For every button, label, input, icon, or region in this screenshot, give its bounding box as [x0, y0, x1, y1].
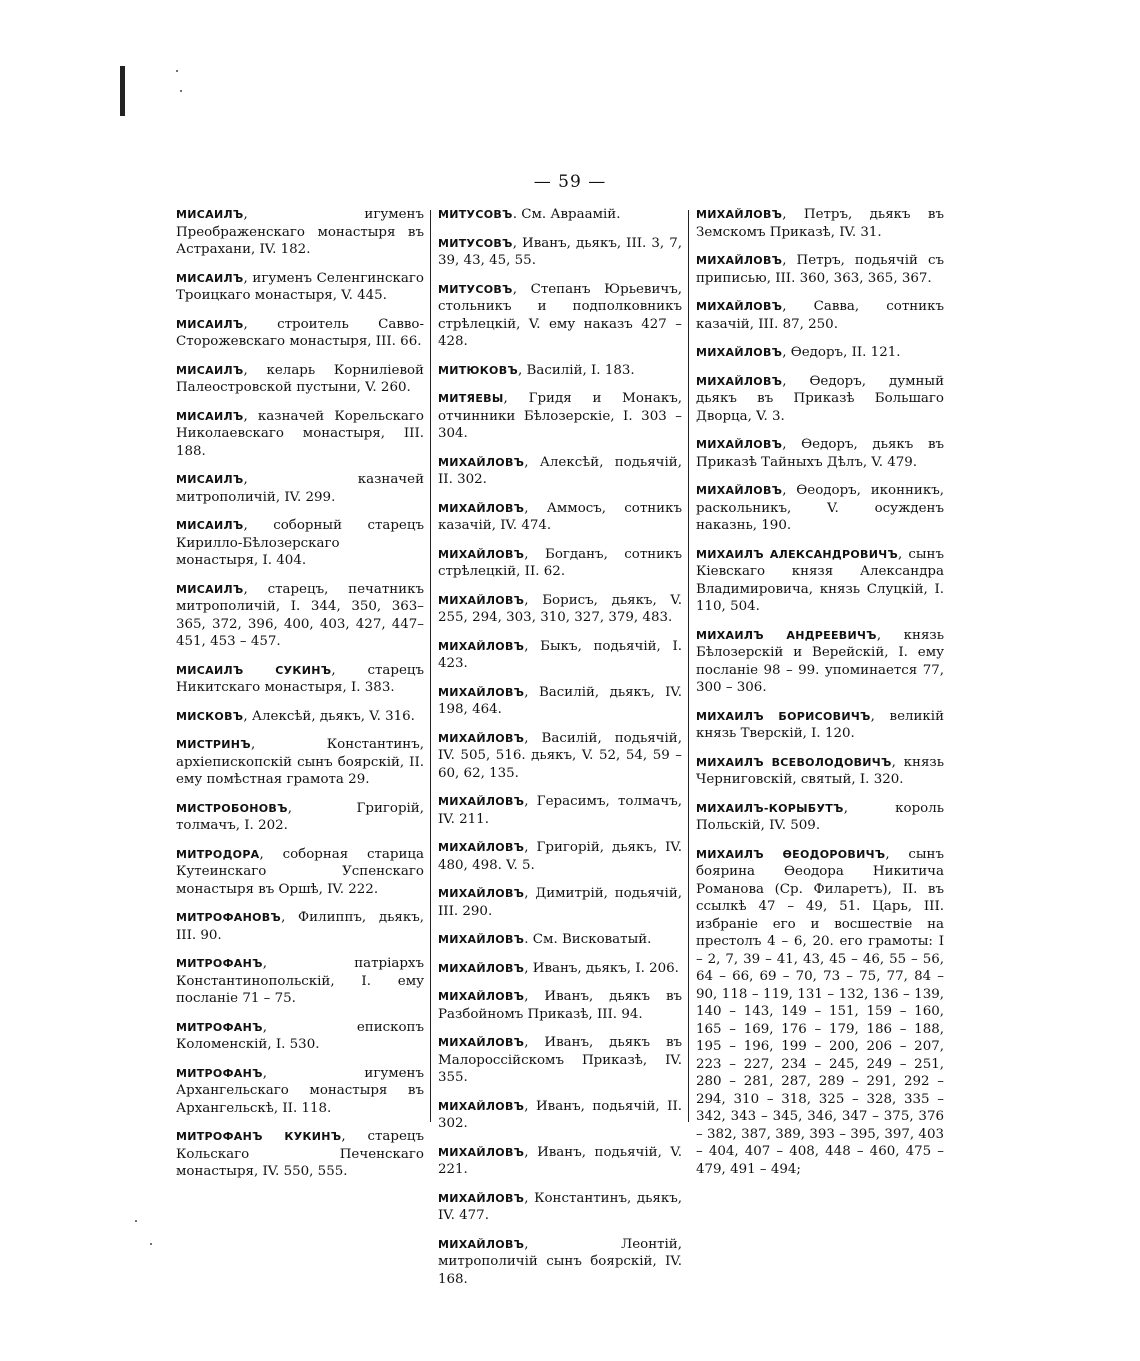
entry-text: , епископъ Коломенскiй, I. 530. — [176, 1019, 424, 1052]
entry-headword: МИСАИЛЪ — [176, 409, 244, 423]
entry-text: , сынъ Кiевскаго князя Александра Владимировича, князь Слуцкiй, I. 110, 504. — [696, 546, 944, 614]
entry-text: , старецъ, печатникъ митрополичiй, I. 344, 350, 363–365, 372, 396, 400, 403, 427, 447–451, 453 – 457. — [176, 581, 424, 649]
index-entry — [176, 846, 424, 899]
index-entry — [438, 592, 682, 627]
index-column-2 — [438, 206, 682, 1299]
index-entry — [696, 436, 944, 471]
entry-headword: МИХАИЛЪ ВСЕВОЛОДОВИЧЪ — [696, 755, 892, 769]
entry-text: , старецъ Никитскаго монастыря, I. 383. — [176, 662, 424, 695]
entry-headword: МИХАЙЛОВЪ — [696, 484, 783, 497]
index-entry — [176, 517, 424, 570]
entry-headword: МИХАЙЛОВЪ — [696, 374, 783, 388]
index-entry — [438, 1236, 682, 1289]
index-entry — [696, 298, 944, 333]
entry-headword: МИТРОФАНЪ — [176, 957, 263, 970]
entry-headword: МИТУСОВЪ — [438, 236, 513, 250]
index-entry — [696, 344, 944, 362]
entry-text: , игуменъ Селенгинскаго Троицкаго монастыря, V. 445. — [176, 270, 424, 303]
entry-headword: МИТУСОВЪ — [438, 282, 513, 296]
scan-speck — [176, 70, 178, 72]
index-entry — [438, 500, 682, 535]
entry-headword: МИХАЙЛОВЪ — [438, 639, 525, 653]
entry-text: , Иванъ, дьякъ въ Разбойномъ Приказѣ, III. 94. — [438, 989, 682, 1022]
entry-text: , Григорiй, дьякъ, IV. 480, 498. V. 5. — [438, 840, 682, 873]
entry-text: , великiй князь Тверскiй, I. 120. — [696, 708, 944, 741]
entry-headword: МИХАЙЛОВЪ — [696, 208, 783, 221]
entry-headword: МИСАИЛЪ — [176, 363, 244, 377]
entry-headword: МИХАЙЛОВЪ — [438, 961, 525, 975]
entry-headword: МИХАЙЛОВЪ — [438, 1191, 525, 1205]
index-entry — [438, 1034, 682, 1087]
entry-text: , Ѳедоръ, дьякъ въ Приказѣ Тайныхъ Дѣлъ, V. 479. — [696, 437, 944, 470]
index-entry — [696, 206, 944, 241]
index-column-1 — [176, 206, 424, 1192]
index-entry — [176, 316, 424, 351]
entry-text: , Богданъ, сотникъ стрѣлецкiй, II. 62. — [438, 546, 682, 579]
index-entry — [438, 546, 682, 581]
entry-text: , король Польскiй, IV. 509. — [696, 800, 944, 833]
entry-headword: МИХАЙЛОВЪ — [438, 593, 525, 607]
scan-speck — [135, 1220, 137, 1222]
entry-text: , Ѳедоръ, думный дьякъ въ Приказѣ Большаго Дворца, V. 3. — [696, 373, 944, 424]
entry-text: . См. Авраамiй. — [512, 207, 621, 222]
index-entry — [176, 662, 424, 697]
index-entry — [696, 373, 944, 426]
column-divider — [430, 210, 431, 1122]
entry-text: . См. Висковатый. — [524, 932, 652, 947]
entry-headword: МИТРОФАНЪ КУКИНЪ — [176, 1130, 342, 1143]
entry-headword: МИХАЙЛОВЪ — [438, 933, 525, 946]
index-entry — [176, 362, 424, 397]
entry-headword: МИХАИЛЪ ѲЕОДОРОВИЧЪ — [696, 847, 886, 861]
entry-text: , Константинъ, дьякъ, IV. 477. — [438, 1190, 682, 1223]
entry-headword: МИСАИЛЪ — [176, 519, 244, 532]
index-entry — [438, 684, 682, 719]
index-column-3 — [696, 206, 944, 1189]
index-entry — [438, 362, 682, 380]
entry-text: , Герасимъ, толмачъ, IV. 211. — [438, 794, 682, 827]
index-entry — [438, 885, 682, 920]
index-entry — [176, 1065, 424, 1118]
entry-text: , старецъ Кольскаго Печенскаго монастыря, IV. 550, 555. — [176, 1129, 424, 1179]
index-entry — [696, 754, 944, 789]
entry-headword: МИХАЙЛОВЪ — [438, 1237, 525, 1251]
entry-text: , Борисъ, дьякъ, V. 255, 294, 303, 310, 327, 379, 483. — [438, 592, 682, 625]
entry-text: , сынъ боярина Ѳеодора Никитича Романова (Ср. Филаретъ), II. въ ссылкѣ 47 – 49, 51. Царь, III. избранiе его и восшествiе на престолъ 4 – 6, 20. его грамоты: I – 2, 7, 39 – 41, 43, 45 – 46, 55 – 56, 64 – 66, 69 – 70, 73 – 75, 77, 84 – 90, 118 – 119, 131 – 132, 136 – 139, 140 – 143, 149 – 151, 159 – 160, 165 – 169, 176 – 179, 186 – 188, 195 – 196, 199 – 200, 206 – 207, 223 – 227, 234 – 245, 249 – 251, 280 – 281, 287, 289 – 291, 292 – 294, 310 – 318, 325 – 328, 335 – 342, 343 – 345, 346, 347 – 375, 376 – 382, 387, 389, 393 – 395, 397, 403 – 404, 407 – 408, 448 – 460, 475 – 479, 491 – 494; — [696, 846, 944, 1177]
entry-text: , соборный старецъ Кирилло-Бѣлозерскаго монастыря, I. 404. — [176, 518, 424, 568]
entry-text: , казначей Корельскаго Николаевскаго монастыря, III. 188. — [176, 408, 424, 459]
entry-headword: МИСТРИНЪ — [176, 738, 251, 751]
index-entry — [176, 955, 424, 1008]
index-entry — [696, 800, 944, 835]
index-entry — [176, 1128, 424, 1181]
entry-text: , князь Черниговскiй, святый, I. 320. — [696, 754, 944, 787]
entry-text: , Степанъ Юрьевичъ, стольникъ и подполковникъ стрѣлецкiй, V. ему наказъ 427 – 428. — [438, 281, 682, 349]
entry-headword: МИХАЙЛОВЪ — [438, 731, 525, 745]
entry-headword: МИСАИЛЪ — [176, 473, 244, 486]
entry-text: , соборная старица Кутеинскаго Успенскаго монастыря въ Оршѣ, IV. 222. — [176, 846, 424, 897]
entry-text: , Алексѣй, дьякъ, V. 316. — [243, 708, 415, 724]
entry-text: , Ѳеодоръ, иконникъ, раскольникъ, V. осужденъ наказнь, 190. — [696, 483, 944, 533]
entry-headword: МИСАИЛЪ — [176, 208, 244, 221]
entry-headword: МИСАИЛЪ — [176, 317, 244, 331]
index-entry — [176, 736, 424, 789]
entry-headword: МИСАИЛЪ — [176, 582, 244, 596]
scan-speck — [150, 1243, 152, 1245]
index-entry — [176, 800, 424, 835]
index-entry — [438, 931, 682, 949]
entry-headword: МИХАИЛЪ АЛЕКСАНДРОВИЧЪ — [696, 547, 899, 561]
index-entry — [438, 206, 682, 224]
entry-headword: МИХАЙЛОВЪ — [438, 990, 525, 1003]
entry-text: , Иванъ, подьячiй, II. 302. — [438, 1098, 682, 1131]
entry-headword: МИХАИЛЪ БОРИСОВИЧЪ — [696, 709, 871, 723]
entry-headword: МИТРОДОРА — [176, 847, 260, 861]
entry-text: , патрiархъ Константинопольскiй, I. ему посланiе 71 – 75. — [176, 956, 424, 1006]
entry-headword: МИТЮКОВЪ — [438, 363, 519, 377]
entry-text: , Петръ, подьячiй съ приписью, III. 360, 363, 365, 367. — [696, 253, 944, 286]
entry-text: , Быкъ, подьячiй, I. 423. — [438, 638, 682, 671]
index-entry — [696, 846, 944, 1179]
index-entry — [176, 270, 424, 305]
index-entry — [438, 1144, 682, 1179]
entry-headword: МИСКОВЪ — [176, 709, 244, 723]
entry-headword: МИХАЙЛОВЪ — [438, 1036, 525, 1049]
entry-headword: МИХАЙЛОВЪ — [696, 254, 783, 267]
entry-text: , Константинъ, архiепископскiй сынъ боярскiй, II. ему помѣстная грамота 29. — [176, 737, 424, 787]
scan-artifact-mark — [120, 66, 125, 116]
entry-headword: МИХАЙЛОВЪ — [438, 455, 525, 469]
index-entry — [176, 708, 424, 726]
entry-headword: МИХАЙЛОВЪ — [438, 841, 525, 854]
entry-text: , Филиппъ, дьякъ, III. 90. — [176, 910, 424, 943]
index-entry — [696, 482, 944, 535]
index-entry — [176, 909, 424, 944]
index-entry — [696, 708, 944, 743]
entry-headword: МИТРОФАНЪ — [176, 1066, 263, 1080]
entry-text: , строитель Савво-Сторожевскаго монастыря, III. 66. — [176, 316, 424, 349]
entry-headword: МИХАЙЛОВЪ — [696, 300, 783, 313]
entry-text: , Аммосъ, сотникъ казачiй, IV. 474. — [438, 500, 682, 533]
index-entry — [176, 581, 424, 651]
entry-headword: МИТУСОВЪ — [438, 208, 513, 221]
entry-headword: МИХАИЛЪ АНДРЕЕВИЧЪ — [696, 628, 877, 642]
entry-headword: МИСТРОБОНОВЪ — [176, 801, 288, 815]
entry-text: , Иванъ, дьякъ, III. 3, 7, 39, 43, 45, 55. — [438, 235, 682, 268]
entry-text: , Иванъ, подьячiй, V. 221. — [438, 1144, 682, 1177]
entry-headword: МИХАЙЛОВЪ — [438, 1099, 525, 1113]
index-entry — [696, 546, 944, 616]
index-entry — [438, 988, 682, 1023]
entry-headword: МИХАЙЛОВЪ — [696, 346, 783, 359]
index-entry — [176, 471, 424, 506]
entry-text: , Григорiй, толмачъ, I. 202. — [176, 800, 424, 833]
index-entry — [438, 638, 682, 673]
index-entry — [176, 1019, 424, 1054]
index-entry — [438, 793, 682, 828]
entry-text: , Петръ, дьякъ въ Земскомъ Приказѣ, IV. 31. — [696, 207, 944, 240]
page-number: — 59 — — [533, 172, 607, 192]
entry-text: , игуменъ Преображенскаго монастыря въ Астрахани, IV. 182. — [176, 207, 424, 257]
entry-text: , Иванъ, дьякъ, I. 206. — [524, 960, 679, 976]
entry-text: , игуменъ Архангельскаго монастыря въ Архангельскѣ, II. 118. — [176, 1065, 424, 1116]
entry-text: , казначей митрополичiй, IV. 299. — [176, 472, 424, 505]
index-entry — [438, 730, 682, 783]
entry-headword: МИСАИЛЪ СУКИНЪ — [176, 663, 332, 677]
entry-headword: МИТЯЕВЫ — [438, 392, 504, 405]
entry-headword: МИХАЙЛОВЪ — [438, 887, 525, 900]
entry-headword: МИХАЙЛОВЪ — [438, 795, 525, 808]
entry-headword: МИХАЙЛОВЪ — [696, 438, 783, 451]
index-entry — [438, 390, 682, 443]
entry-headword: МИХАЙЛОВЪ — [438, 1145, 525, 1159]
index-entry — [438, 454, 682, 489]
index-entry — [438, 1190, 682, 1225]
index-entry — [696, 252, 944, 287]
index-entry — [438, 281, 682, 351]
entry-text: , Василiй, дьякъ, IV. 198, 464. — [438, 684, 682, 717]
entry-text: , Василiй, подьячiй, IV. 505, 516. дьякъ, V. 52, 54, 59 – 60, 62, 135. — [438, 730, 682, 781]
entry-headword: МИТРОФАНОВЪ — [176, 911, 282, 924]
entry-text: , келарь Корнилiевой Палеостровской пустыни, V. 260. — [176, 362, 424, 395]
entry-headword: МИТРОФАНЪ — [176, 1020, 263, 1034]
entry-headword: МИХАЙЛОВЪ — [438, 685, 525, 699]
entry-text: , Савва, сотникъ казачiй, III. 87, 250. — [696, 299, 944, 332]
index-entry — [176, 206, 424, 259]
index-entry — [438, 839, 682, 874]
index-entry — [438, 235, 682, 270]
scan-speck — [180, 90, 182, 92]
entry-headword: МИХАЙЛОВЪ — [438, 501, 525, 515]
entry-headword: МИХАЙЛОВЪ — [438, 547, 525, 561]
entry-text: , Ѳедоръ, II. 121. — [782, 345, 901, 360]
entry-text: , Василiй, I. 183. — [518, 362, 635, 378]
index-entry — [438, 960, 682, 978]
entry-text: , князь Бѣлозерскiй и Верейскiй, I. ему посланiе 98 – 99. упоминается 77, 300 – 306. — [696, 627, 944, 695]
entry-text: , Гридя и Монакъ, отчинники Бѣлозерскiе, I. 303 – 304. — [438, 391, 682, 441]
index-entry — [438, 1098, 682, 1133]
entry-text: , Алексѣй, подьячiй, II. 302. — [438, 454, 682, 487]
entry-text: , Леонтiй, митрополичiй сынъ боярскiй, IV. 168. — [438, 1236, 682, 1287]
entry-text: , Иванъ, дьякъ въ Малороссiйскомъ Приказѣ, IV. 355. — [438, 1035, 682, 1085]
index-entry — [696, 627, 944, 697]
entry-headword: МИСАИЛЪ — [176, 271, 244, 285]
entry-text: , Димитрiй, подьячiй, III. 290. — [438, 886, 682, 919]
column-divider — [688, 210, 689, 1122]
index-entry — [176, 408, 424, 461]
entry-headword: МИХАИЛЪ-КОРЫБУТЪ — [696, 801, 844, 815]
